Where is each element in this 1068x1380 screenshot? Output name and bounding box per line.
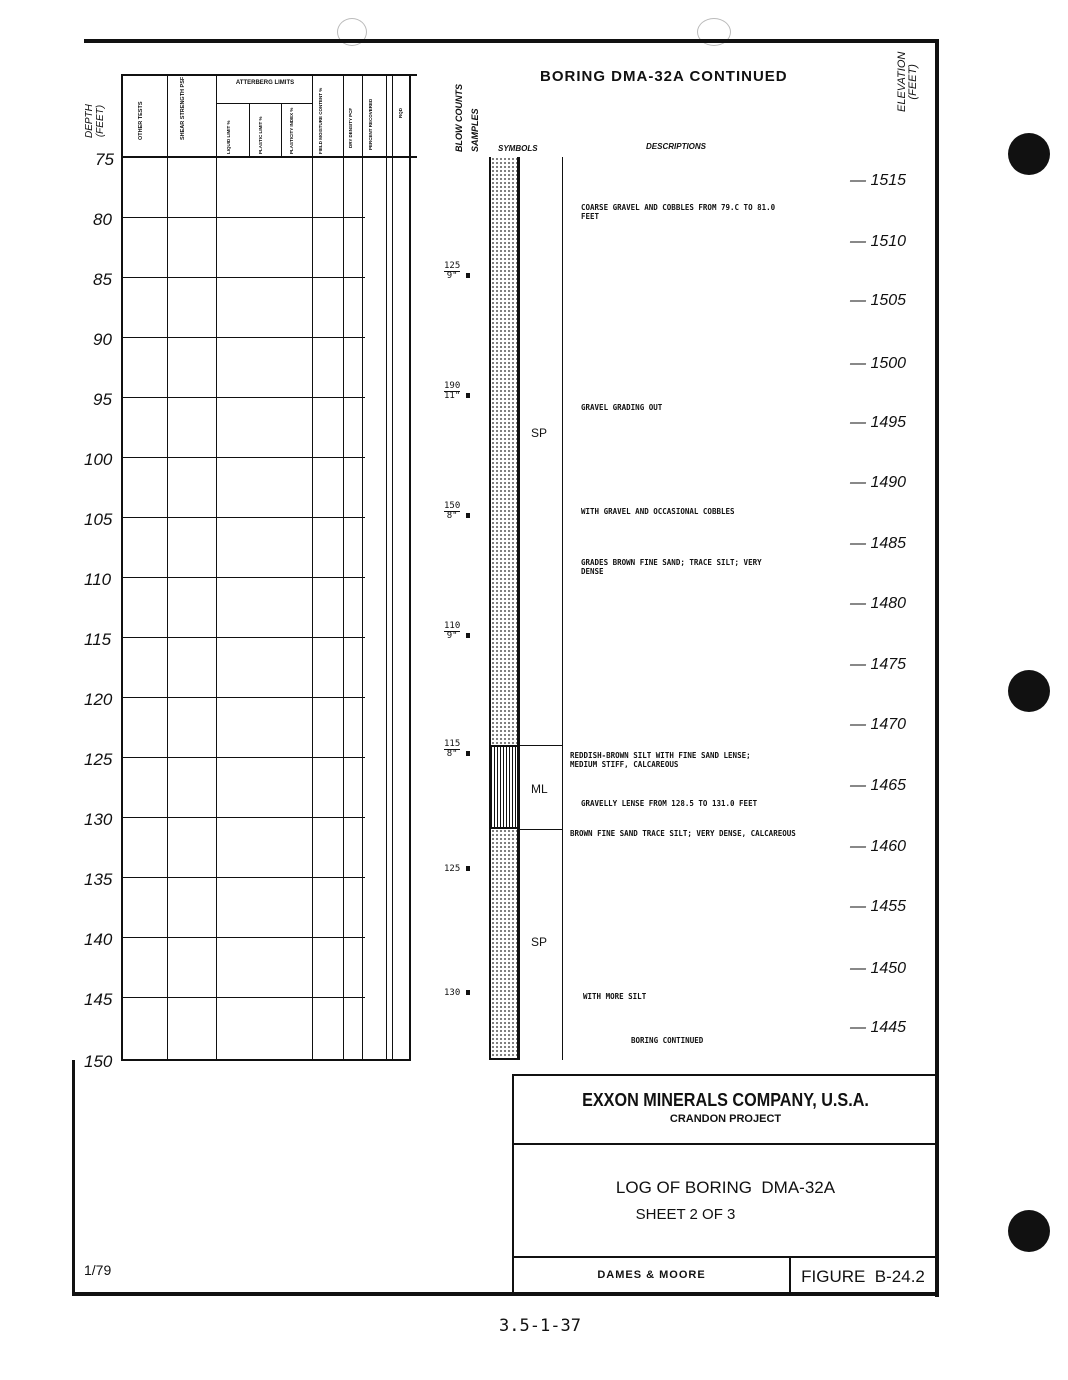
blow-count-2: $\frac{190}{11"}$ <box>444 382 470 401</box>
col-plastic-limit: PLASTIC LIMIT % <box>258 116 263 154</box>
samples-header: SAMPLES <box>470 108 480 152</box>
blow-count-6: 125 <box>444 864 470 874</box>
symbol-column-sp-lower <box>489 829 519 1060</box>
depth-150: 150 <box>84 1052 113 1071</box>
depth-80: 80 <box>93 210 112 229</box>
symbol-column-ml <box>489 745 519 829</box>
col-other-tests: OTHER TESTS <box>138 101 144 140</box>
company-name: EXXON MINERALS COMPANY, U.S.A. <box>582 1090 869 1110</box>
symbols-header: SYMBOLS <box>498 144 538 153</box>
depth-105: 105 <box>84 510 113 529</box>
description-2: GRAVEL GRADING OUT <box>581 403 663 412</box>
frame-left <box>72 1060 75 1295</box>
description-3: WITH GRAVEL AND OCCASIONAL COBBLES <box>581 507 735 516</box>
col-plasticity-index: PLASTICITY INDEX % <box>289 107 294 154</box>
elevation-1465: — 1465 <box>850 777 907 794</box>
symbol-label-divider-right <box>562 157 563 1060</box>
descriptions-header: DESCRIPTIONS <box>646 142 707 151</box>
depth-header: DEPTH (FEET) <box>84 104 106 138</box>
figure-number: FIGURE B-24.2 <box>801 1267 925 1286</box>
depth-100: 100 <box>84 450 113 469</box>
col-liquid-limit: LIQUID LIMIT % <box>226 120 231 154</box>
elevation-1450: — 1450 <box>850 960 907 977</box>
description-7: BROWN FINE SAND TRACE SILT; VERY DENSE, CALCAREOUS <box>570 829 796 838</box>
elevation-1455: — 1455 <box>850 898 907 915</box>
depth-140: 140 <box>84 930 113 949</box>
elevation-header: ELEVATION (FEET) <box>896 51 919 112</box>
col-field-moisture: FIELD MOISTURE CONTENT % <box>318 87 323 154</box>
depth-90: 90 <box>93 330 112 349</box>
log-title: LOG OF BORING DMA-32A <box>615 1178 836 1197</box>
col-shear-strength: SHEAR STRENGTH PSF <box>180 76 186 140</box>
elevation-1485: — 1485 <box>850 535 907 552</box>
depth-135: 135 <box>84 870 113 889</box>
symbol-column-sp-upper <box>489 157 519 745</box>
description-9: BORING CONTINUED <box>631 1036 704 1045</box>
blow-count-4: $\frac{110}{9"}$ <box>444 622 470 641</box>
date-label: 1/79 <box>84 1262 112 1278</box>
blow-counts-header: BLOW COUNTS <box>454 84 464 152</box>
elevation-1490: — 1490 <box>850 474 907 491</box>
symbol-label-divider-left <box>519 157 520 1060</box>
col-dry-density: DRY DENSITY PCF <box>348 107 353 148</box>
firm-name: DAMES & MOORE <box>597 1269 706 1281</box>
depth-115: 115 <box>84 630 112 649</box>
symbol-sp-upper: SP <box>531 426 548 440</box>
elevation-1495: — 1495 <box>850 414 907 431</box>
description-1: COARSE GRAVEL AND COBBLES FROM 79.C TO 81.0 FEET <box>581 203 776 221</box>
boring-title: BORING DMA-32A CONTINUED <box>540 68 788 85</box>
description-8: WITH MORE SILT <box>583 992 647 1001</box>
punch-hole-bottom <box>1008 1210 1050 1252</box>
punch-hole-middle <box>1008 670 1050 712</box>
elevation-1480: — 1480 <box>850 595 907 612</box>
col-atterberg: ATTERBERG LIMITS <box>235 80 295 86</box>
punch-hole-top <box>1008 133 1050 175</box>
description-4: GRADES BROWN FINE SAND; TRACE SILT; VERY DENSE <box>581 558 762 576</box>
depth-130: 130 <box>84 810 113 829</box>
blow-count-1: $\frac{125}{9"}$ <box>444 262 470 281</box>
blow-count-5: $\frac{115}{8"}$ <box>444 740 470 759</box>
col-percent-recovered: PERCENT RECOVERED <box>368 98 373 150</box>
depth-85: 85 <box>93 270 112 289</box>
depth-110: 110 <box>84 570 112 589</box>
elevation-1460: — 1460 <box>850 838 907 855</box>
elevation-1510: — 1510 <box>850 233 907 250</box>
col-rqd: RQD <box>398 108 403 118</box>
elevation-1475: — 1475 <box>850 656 907 673</box>
description-6: GRAVELLY LENSE FROM 128.5 TO 131.0 FEET <box>581 799 758 808</box>
project-name: CRANDON PROJECT <box>669 1113 782 1125</box>
depth-120: 120 <box>84 690 113 709</box>
description-5: REDDISH-BROWN SILT WITH FINE SAND LENSE; MEDIUM STIFF, CALCAREOUS <box>570 751 751 769</box>
symbol-ml: ML <box>531 782 548 796</box>
blow-count-3: $\frac{150}{8"}$ <box>444 502 470 521</box>
depth-125: 125 <box>84 750 113 769</box>
depth-95: 95 <box>93 390 112 409</box>
elevation-1500: — 1500 <box>850 355 907 372</box>
depth-75: 75 <box>95 150 114 169</box>
frame-top <box>84 39 939 43</box>
depth-145: 145 <box>84 990 113 1009</box>
elevation-1445: — 1445 <box>850 1019 907 1036</box>
elevation-1505: — 1505 <box>850 292 907 309</box>
elevation-1515: — 1515 <box>850 172 907 189</box>
symbol-sp-lower: SP <box>531 935 548 949</box>
page-number: 3.5-1-37 <box>499 1316 581 1336</box>
sheet-number: SHEET 2 OF 3 <box>635 1206 736 1223</box>
blow-count-7: 130 <box>444 988 470 998</box>
elevation-1470: — 1470 <box>850 716 907 733</box>
